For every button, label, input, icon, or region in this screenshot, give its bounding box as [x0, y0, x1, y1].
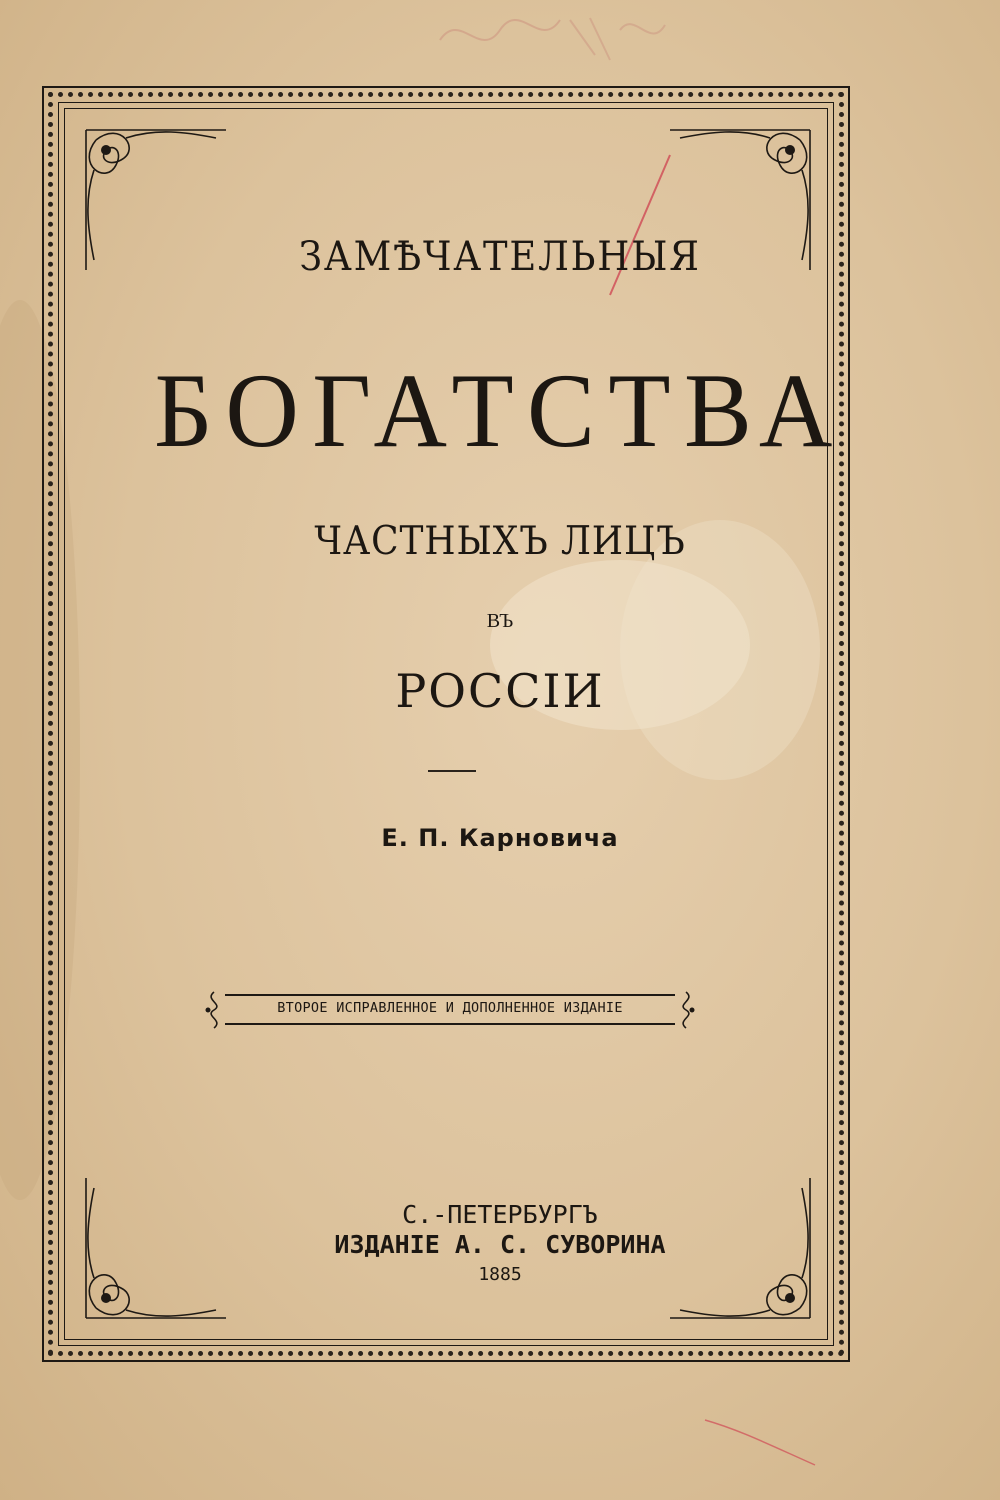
- imprint-year: 1885: [478, 1264, 522, 1285]
- edition-banner: [200, 990, 700, 1030]
- edition-text: ВТОРОЕ ИСПРАВЛЕННОЕ И ДОПОЛНЕННОЕ ИЗДАНІЕ: [277, 1000, 623, 1016]
- imprint-publisher: ИЗДАНІЕ А. С. СУВОРИНА: [334, 1230, 666, 1259]
- handwritten-mark: [420, 0, 680, 90]
- imprint-city: С.-ПЕТЕРБУРГЪ: [402, 1200, 598, 1229]
- edition-rule-top: [225, 994, 675, 996]
- separator-rule: [428, 770, 476, 772]
- title-line-5: РОССІИ: [395, 664, 605, 718]
- title-line-4: ВЪ: [486, 610, 514, 632]
- border-frame-inner-line: [64, 108, 828, 1340]
- title-line-3: ЧАСТНЫХЪ ЛИЦЪ: [314, 519, 686, 564]
- edition-rule-bottom: [225, 1023, 675, 1025]
- title-line-1: ЗАМѢЧАТЕЛЬНЫЯ: [299, 234, 701, 280]
- title-line-2: БОГАТСТВА: [154, 352, 846, 469]
- author-name: Е. П. Карновича: [381, 824, 619, 852]
- red-pencil-line: [700, 1410, 820, 1470]
